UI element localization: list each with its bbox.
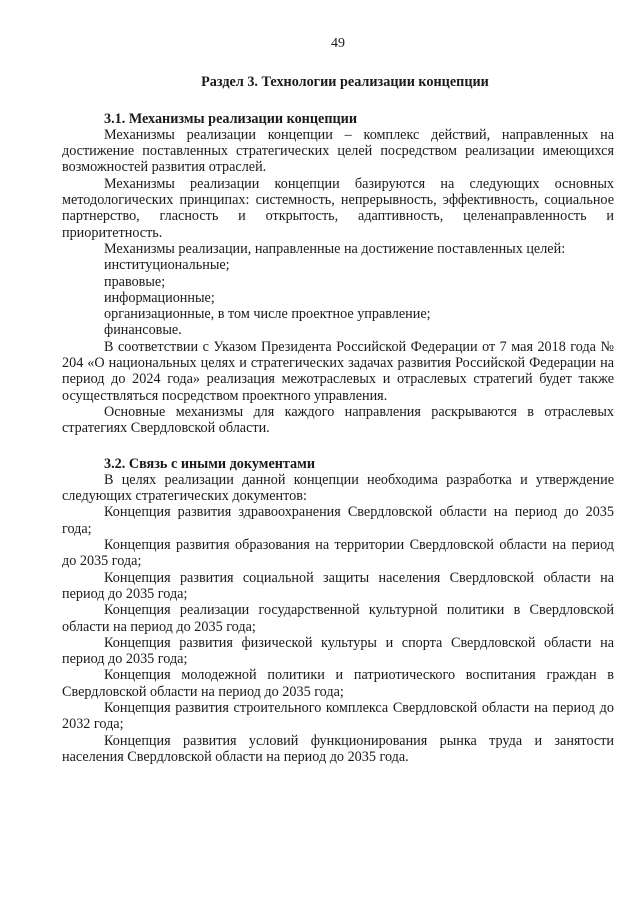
paragraph: В целях реализации данной концепции необходима разработка и утверждение следующих стратегических документов: [62,471,614,505]
section-title: Раздел 3. Технологии реализации концепции [201,74,489,91]
document-item: Концепция развития социальной защиты населения Свердловской области на период до 2035 года; [62,569,614,602]
paragraph: Механизмы реализации, направленные на достижение поставленных целей: [104,240,566,257]
paragraph: Основные механизмы для каждого направления раскрываются в отраслевых стратегиях Свердловской области. [62,403,614,437]
document-item: Концепция реализации государственной культурной политики в Свердловской области на период до 2035 года; [62,602,614,635]
document-item: Концепция развития здравоохранения Свердловской области на период до 2035 года; [62,504,614,537]
list-item: организационные, в том числе проектное управление; [104,306,431,323]
list-item: финансовые. [104,322,182,339]
paragraph: В соответствии с Указом Президента Российской Федерации от 7 мая 2018 года № 204 «О национальных целях и стратегических задачах развития Российской Федерации на период до 2024 года» реализация межотраслевых и отраслевых стратегий будет также осуществляться посредством проектного управления. [62,338,614,404]
paragraph: Механизмы реализации концепции – комплекс действий, направленных на достижение поставленных стратегических целей посредством реализации имеющихся возможностей развития отраслей. [62,126,614,176]
list-item: информационные; [104,289,215,306]
document-item: Концепция развития физической культуры и спорта Свердловской области на период до 2035 года; [62,634,614,668]
page-number: 49 [331,36,345,51]
paragraph: Механизмы реализации концепции базируются на следующих основных методологических принципах: системность, непрерывность, эффективность, социальное партнерство, гласность и открытость, адаптивность, целенаправленность и приоритетность. [62,175,614,241]
subsection-title: 3.2. Связь с иными документами [104,455,315,472]
document-item: Концепция развития образования на территории Свердловской области на период до 2035 года; [62,537,614,570]
document-item: Концепция молодежной политики и патриотического воспитания граждан в Свердловской области на период до 2035 года; [62,667,614,700]
document-page [62,36,614,765]
subsection-title: 3.1. Механизмы реализации концепции [104,110,358,127]
list-item: правовые; [104,273,166,290]
document-item: Концепция развития строительного комплекса Свердловской области на период до 2032 года; [62,699,614,733]
list-item: институциональные; [104,257,230,274]
document-item: Концепция развития условий функционирования рынка труда и занятости населения Свердловской области на период до 2035 года. [62,732,614,765]
